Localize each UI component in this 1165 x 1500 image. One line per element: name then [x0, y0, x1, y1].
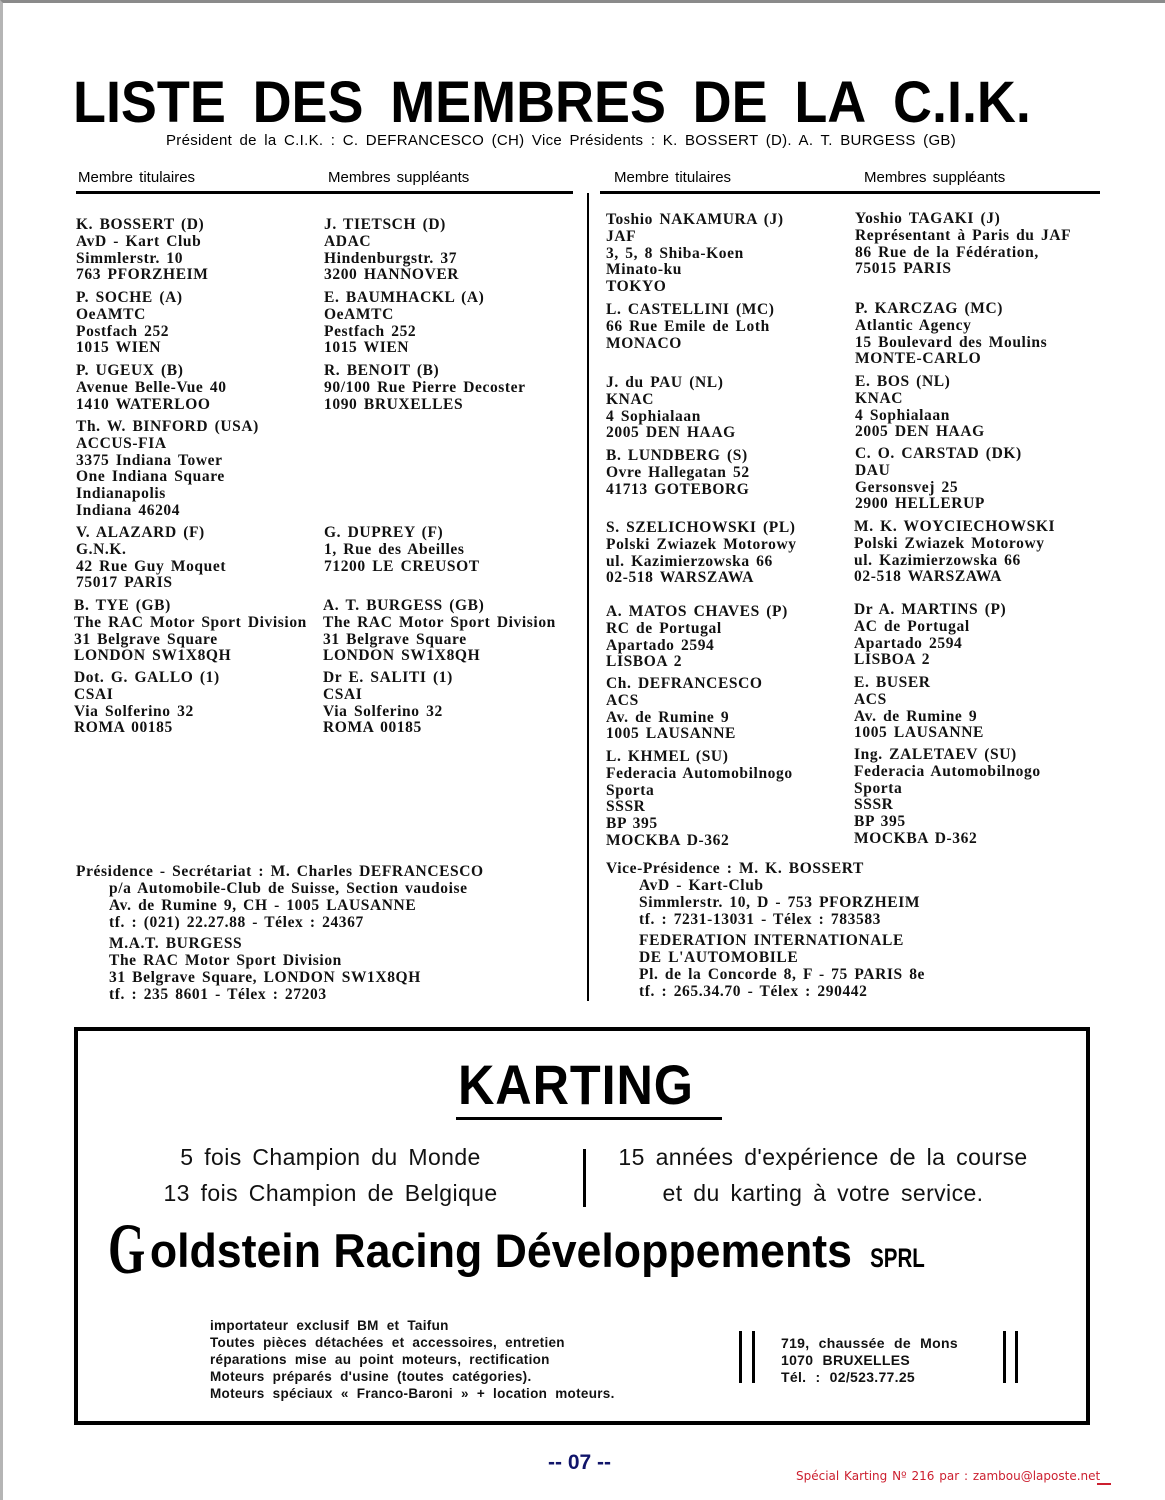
member-entry: P. SOCHE (A) OeAMTC Postfach 252 1015 WIEN — [76, 289, 183, 357]
member-entry: Dot. G. GALLO (1) CSAI Via Solferino 32 ROMA 00185 — [74, 669, 220, 737]
member-entry: Ing. ZALETAEV (SU) Federacia Automobilnogo Sporta SSSR BP 395 MOCKBA D-362 — [854, 746, 1041, 847]
member-entry: L. CASTELLINI (MC) 66 Rue Emile de Loth MONACO — [606, 301, 775, 352]
presidence-heading: Présidence - Secrétariat : M. Charles DEFRANCESCO — [76, 863, 484, 880]
ad-experience: 15 années d'expérience de la course et du karting à votre service. — [618, 1144, 1028, 1206]
vice-presidence-block: Vice-Présidence : M. K. BOSSERT AvD - Kart-Club Simmlerstr. 10, D - 753 PFORZHEIM tf. : 7231-13031 - Télex : 783583 FEDERATION INTERNATIONALE DE L'AUTOMOBILE Pl. de la Concorde 8, F - 75 PARIS 8e tf. : 265.34.70 - Télex : 290442 — [606, 860, 926, 1000]
member-entry: P. UGEUX (B) Avenue Belle-Vue 40 1410 WATERLOO — [76, 362, 227, 413]
header-rule-right — [600, 191, 1100, 194]
title-word: DES — [252, 70, 364, 135]
address-bar-decoration — [752, 1331, 755, 1383]
brand-suffix: SPRL — [870, 1243, 925, 1273]
member-entry: E. BOS (NL) KNAC 4 Sophialaan 2005 DEN HAAG — [855, 373, 985, 441]
member-entry: S. SZELICHOWSKI (PL) Polski Zwiazek Motorowy ul. Kazimierzowska 66 02-518 WARSZAWA — [606, 519, 797, 587]
member-entry: B. LUNDBERG (S) Ovre Hallegatan 52 41713 GOTEBORG — [606, 447, 750, 498]
footer-credit: Spécial Karting Nº 216 par : zambou@laposte.net — [796, 1469, 1101, 1483]
column-header-right-suppleants: Membres suppléants — [864, 169, 1006, 186]
member-entry: Yoshio TAGAKI (J) Représentant à Paris du JAF 86 Rue de la Fédération, 75015 PARIS — [855, 210, 1072, 278]
ad-achievements: 5 fois Champion du Monde 13 fois Champion de Belgique — [163, 1144, 498, 1206]
title-word: MEMBRES — [390, 70, 666, 135]
member-entry: M. K. WOYCIECHOWSKI Polski Zwiazek Motorowy ul. Kazimierzowska 66 02-518 WARSZAWA — [854, 518, 1056, 586]
ad-title-underline — [456, 1117, 722, 1120]
page-subtitle: Président de la C.I.K. : C. DEFRANCESCO (CH) Vice Présidents : K. BOSSERT (D). A. T. BURGESS (GB) — [166, 132, 957, 149]
member-entry: Dr A. MARTINS (P) AC de Portugal Apartado 2594 LISBOA 2 — [854, 601, 1007, 669]
member-entry: Dr E. SALITI (1) CSAI Via Solferino 32 ROMA 00185 — [323, 669, 453, 737]
title-word: DE — [692, 70, 768, 135]
member-entry: R. BENOIT (B) 90/100 Rue Pierre Decoster 1090 BRUXELLES — [324, 362, 526, 413]
member-entry: L. KHMEL (SU) Federacia Automobilnogo Sporta SSSR BP 395 MOCKBA D-362 — [606, 748, 793, 849]
title-word: LISTE — [73, 70, 226, 135]
column-header-left-suppleants: Membres suppléants — [328, 169, 470, 186]
member-entry: E. BUSER ACS Av. de Rumine 9 1005 LAUSANNE — [854, 674, 984, 742]
member-entry: Toshio NAKAMURA (J) JAF 3, 5, 8 Shiba-Koen Minato-ku TOKYO — [606, 211, 784, 296]
ad-brand-name: Goldstein Racing Développements SPRL — [108, 1209, 925, 1289]
page-title — [73, 70, 1031, 135]
member-entry: P. KARCZAG (MC) Atlantic Agency 15 Boulevard des Moulins MONTE-CARLO — [855, 300, 1048, 368]
ad-title: KARTING — [458, 1053, 694, 1116]
column-header-left-titulaires: Membre titulaires — [78, 169, 196, 186]
address-bar-decoration — [739, 1331, 742, 1383]
member-entry: A. MATOS CHAVES (P) RC de Portugal Apartado 2594 LISBOA 2 — [606, 603, 788, 671]
brand-initial: G — [108, 1209, 146, 1289]
address-bar-decoration — [1015, 1331, 1018, 1383]
member-entry: Th. W. BINFORD (USA) ACCUS-FIA 3375 Indiana Tower One Indiana Square Indianapolis Indiana 46204 — [76, 418, 259, 519]
member-entry: E. BAUMHACKL (A) OeAMTC Pestfach 252 1015 WIEN — [324, 289, 485, 357]
presidence-block: Présidence - Secrétariat : M. Charles DEFRANCESCO p/a Automobile-Club de Suisse, Section vaudoise Av. de Rumine 9, CH - 1005 LAUSANNE tf. : (021) 22.27.88 - Télex : 24367 M.A.T. BURGESS The RAC Motor Sport Division 31 Belgrave Square, LONDON SW1X8QH tf. : 235 8601 - Télex : 27203 — [76, 863, 484, 1003]
address-bar-decoration — [1003, 1331, 1006, 1383]
title-word: C.I.K. — [893, 70, 1031, 135]
ad-services-list: importateur exclusif BM et Taifun Toutes pièces détachées et accessoires, entretien réparations mise au point moteurs, rectification Moteurs préparés d'usine (toutes catégories). Moteurs spéciaux « Franco-Baroni » + location moteurs. — [210, 1318, 615, 1401]
member-entry: C. O. CARSTAD (DK) DAU Gersonsvej 25 2900 HELLERUP — [855, 445, 1022, 513]
member-entry: G. DUPREY (F) 1, Rue des Abeilles 71200 LE CREUSOT — [324, 524, 480, 575]
member-entry: J. du PAU (NL) KNAC 4 Sophialaan 2005 DEN HAAG — [606, 374, 736, 442]
member-entry: A. T. BURGESS (GB) The RAC Motor Sport Division 31 Belgrave Square LONDON SW1X8QH — [323, 597, 556, 665]
title-word: LA — [794, 70, 867, 135]
member-entry: J. TIETSCH (D) ADAC Hindenburgstr. 37 3200 HANNOVER — [324, 216, 460, 284]
member-entry: B. TYE (GB) The RAC Motor Sport Division 31 Belgrave Square LONDON SW1X8QH — [74, 597, 307, 665]
header-rule-left — [76, 191, 573, 194]
vice-presidence-heading: Vice-Présidence : M. K. BOSSERT — [606, 860, 864, 877]
page-number: -- 07 -- — [548, 1451, 611, 1474]
member-entry: K. BOSSERT (D) AvD - Kart Club Simmlerstr. 10 763 PFORZHEIM — [76, 216, 209, 284]
ad-address: 719, chaussée de Mons 1070 BRUXELLES Tél. : 02/523.77.25 — [781, 1335, 958, 1385]
column-divider — [587, 193, 589, 1001]
column-header-right-titulaires: Membre titulaires — [614, 169, 732, 186]
karting-advertisement — [74, 1027, 1090, 1425]
member-entry: Ch. DEFRANCESCO ACS Av. de Rumine 9 1005 LAUSANNE — [606, 675, 763, 743]
ad-divider — [583, 1149, 586, 1207]
member-entry: V. ALAZARD (F) G.N.K. 42 Rue Guy Moquet 75017 PARIS — [76, 524, 227, 592]
footer-underscore — [1097, 1483, 1111, 1485]
